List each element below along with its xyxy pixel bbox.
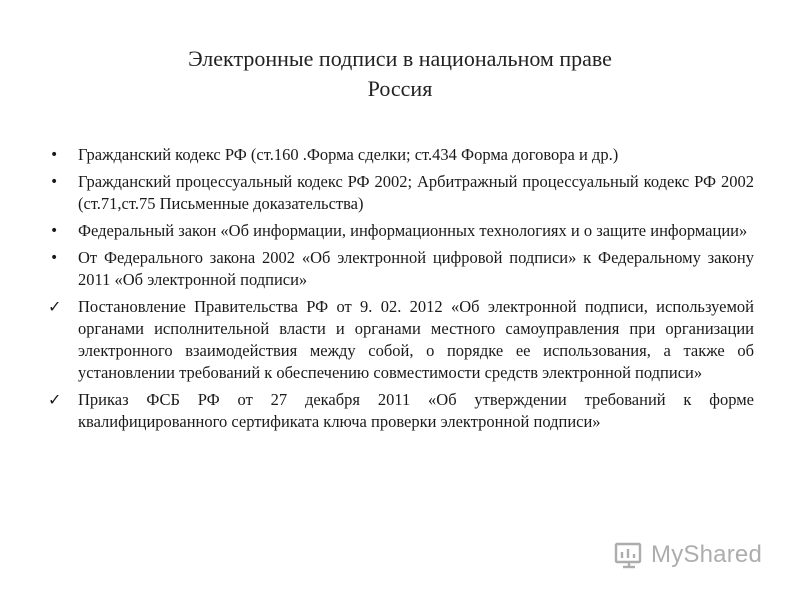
bullet-list bbox=[48, 144, 754, 438]
list-item bbox=[48, 171, 754, 215]
bullet-dot-icon: • bbox=[50, 223, 59, 239]
list-item bbox=[48, 220, 754, 242]
slide-title bbox=[0, 44, 800, 104]
brand-name: MyShared bbox=[651, 541, 762, 568]
bullet-dot-icon: • bbox=[50, 250, 59, 266]
slide-title-line-2: Россия bbox=[367, 76, 433, 101]
list-item-text: Приказ ФСБ РФ от 27 декабря 2011 «Об утверждении требований к форме квалифицированного сертификата ключа проверки электронной подписи» bbox=[78, 390, 754, 431]
list-item-text: Постановление Правительства РФ от 9. 02. 2012 «Об электронной подписи, используемой органами исполнительной власти и органами местного самоуправления при организации электронного взаимодействия между собой, о порядке ее использования, а также об установлении требований к обеспечению совместимости средств электронной подписи» bbox=[78, 297, 754, 382]
slide-title-line-1: Электронные подписи в национальном праве bbox=[188, 46, 612, 71]
list-item-text: Гражданский процессуальный кодекс РФ 2002; Арбитражный процессуальный кодекс РФ 2002 (ст.71,ст.75 Письменные доказательства) bbox=[78, 172, 754, 213]
checkmark-icon: ✓ bbox=[48, 297, 62, 316]
checkmark-icon: ✓ bbox=[48, 390, 62, 409]
bullet-dot-icon: • bbox=[50, 147, 59, 163]
list-item bbox=[48, 144, 754, 166]
list-item-text: Федеральный закон «Об информации, информационных технологиях и о защите информации» bbox=[78, 221, 748, 240]
list-item bbox=[48, 247, 754, 291]
list-item bbox=[48, 296, 754, 384]
myshared-logo-icon bbox=[613, 540, 645, 570]
list-item bbox=[48, 389, 754, 433]
brand-watermark bbox=[613, 540, 762, 570]
list-item-text: Гражданский кодекс РФ (ст.160 .Форма сделки; ст.434 Форма договора и др.) bbox=[78, 145, 619, 164]
bullet-dot-icon: • bbox=[50, 174, 59, 190]
list-item-text: От Федерального закона 2002 «Об электронной цифровой подписи» к Федеральному закону 2011 «Об электронной подписи» bbox=[78, 248, 754, 289]
